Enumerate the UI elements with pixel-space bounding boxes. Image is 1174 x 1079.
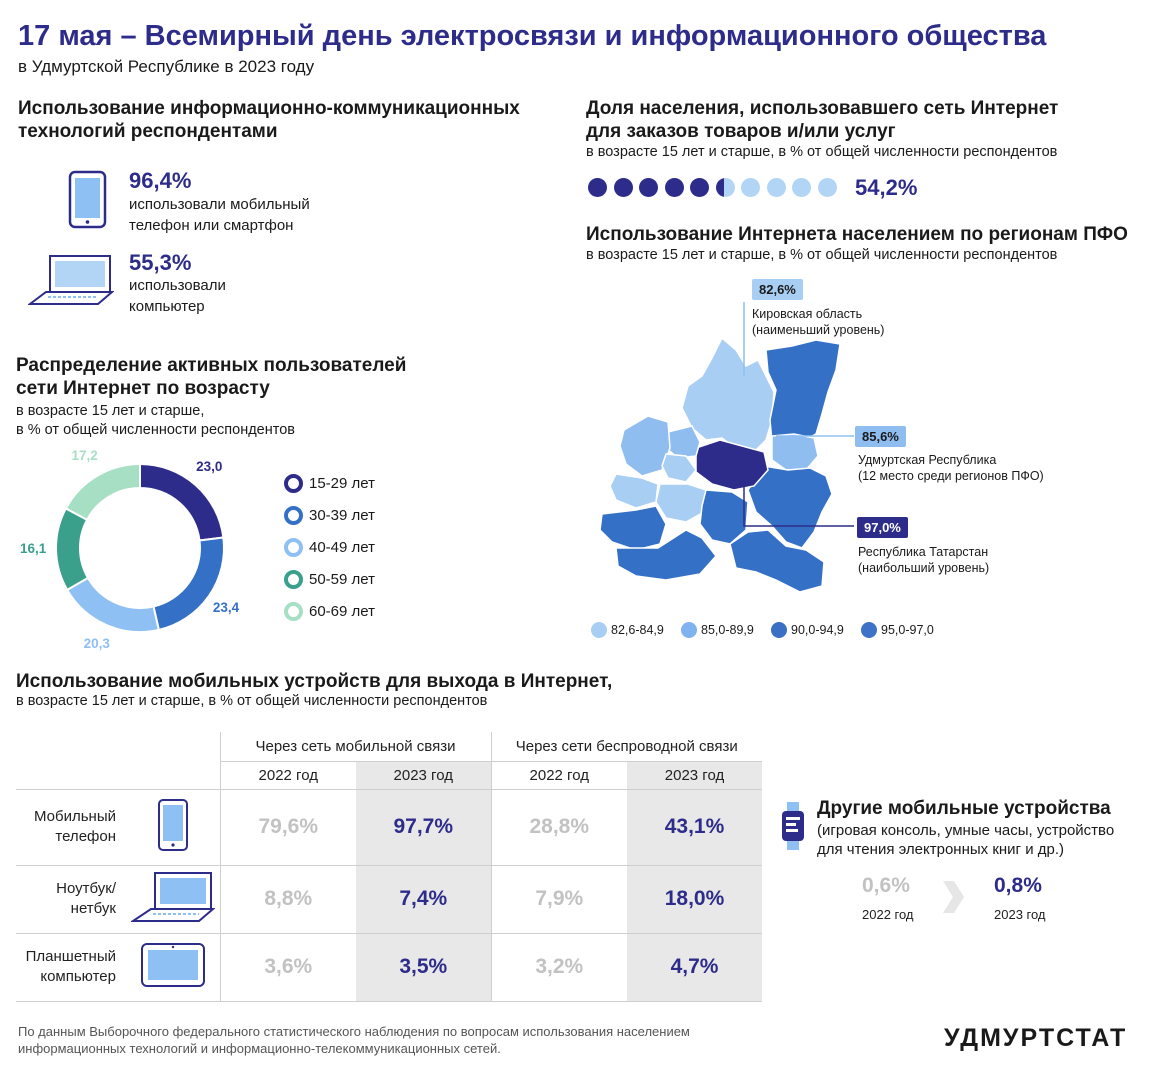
cell-value: 28,8% xyxy=(491,789,627,865)
map-callout-kirov-label: Кировская область (наименьший уровень) xyxy=(752,307,885,337)
ict-computer-value: 55,3% xyxy=(129,250,192,275)
map-region-perm xyxy=(766,340,840,444)
orders-dot xyxy=(639,178,658,197)
mobile-group1-header: Через сеть мобильной связи xyxy=(220,732,491,761)
other-old-year: 2022 год xyxy=(862,907,914,922)
map-legend-label-3: 90,0-94,9 xyxy=(791,623,844,637)
mobile-group2-header: Через сети беспроводной связи xyxy=(491,732,762,761)
donut-slice-2 xyxy=(153,537,224,629)
map-legend-label-2: 85,0-89,9 xyxy=(701,623,754,637)
map-region-orenburg xyxy=(730,530,824,592)
map-region-chuvashia xyxy=(662,454,696,482)
ict-computer-desc: использовали компьютер xyxy=(129,277,226,315)
page-subtitle: в Удмуртской Республике в 2023 году xyxy=(18,57,315,76)
map-callout-udmurtia-label: Удмуртская Республика (12 место среди регионов ПФО) xyxy=(858,453,1044,483)
legend-swatch xyxy=(284,538,303,557)
cell-value: 18,0% xyxy=(627,865,762,933)
orders-dot xyxy=(767,178,786,197)
mobile-note: в возрасте 15 лет и старше, в % от общей численности респондентов xyxy=(16,693,488,709)
chevron-right-icon xyxy=(940,879,966,915)
table-row xyxy=(16,933,762,1001)
other-heading: Другие мобильные устройства xyxy=(817,798,1111,819)
map-region-penza xyxy=(600,506,666,550)
cell-value: 7,4% xyxy=(356,865,491,933)
map-legend-dot-2 xyxy=(681,622,697,638)
map-legend-label-1: 82,6-84,9 xyxy=(611,623,664,637)
row-label-phone: Мобильный телефон xyxy=(16,789,126,865)
legend-swatch xyxy=(284,570,303,589)
age-note: в возрасте 15 лет и старше, в % от общей численности респондентов xyxy=(16,403,296,438)
orders-dot xyxy=(741,178,760,197)
logo: УДМУРТСТАТ xyxy=(944,1024,1128,1052)
mobile-year-header: 2022 год xyxy=(491,761,627,789)
orders-value: 54,2% xyxy=(855,175,918,200)
cell-value: 7,9% xyxy=(491,865,627,933)
footer-source: По данным Выборочного федерального статистического наблюдения по вопросам использования населением информационных технологий и информационно-телекоммуникационных сетей. xyxy=(18,1024,690,1056)
donut-value-label: 20,3 xyxy=(83,636,110,652)
age-legend xyxy=(284,474,424,634)
table-row xyxy=(16,865,762,933)
tablet-icon xyxy=(140,942,206,988)
cell-value: 8,8% xyxy=(220,865,356,933)
donut-value-label: 17,2 xyxy=(71,448,98,464)
donut-value-label: 16,1 xyxy=(20,540,47,556)
smartphone-icon xyxy=(68,170,108,230)
legend-label: 30-39 лет xyxy=(309,507,375,524)
legend-label: 40-49 лет xyxy=(309,539,375,556)
other-old-value: 0,6% xyxy=(862,874,910,897)
legend-swatch xyxy=(284,602,303,621)
orders-dot xyxy=(792,178,811,197)
map-region-ulyanovsk xyxy=(656,484,706,522)
map-legend-dot-3 xyxy=(771,622,787,638)
legend-label: 60-69 лет xyxy=(309,603,375,620)
age-donut-chart xyxy=(40,448,240,648)
cell-value: 3,5% xyxy=(356,933,491,1001)
map-region-mordovia xyxy=(610,474,658,508)
other-note: (игровая консоль, умные часы, устройство для чтения электронных книг и др.) xyxy=(817,822,1115,858)
orders-dot xyxy=(665,178,684,197)
orders-dot xyxy=(818,178,837,197)
donut-slice-5 xyxy=(66,464,140,520)
map-callout-tatarstan-label: Республика Татарстан (наибольший уровень) xyxy=(858,545,990,575)
other-new-year: 2023 год xyxy=(994,907,1046,922)
orders-dot xyxy=(716,178,735,197)
orders-dot xyxy=(588,178,607,197)
smartwatch-icon xyxy=(781,801,805,851)
map-legend-label-4: 95,0-97,0 xyxy=(881,623,934,637)
map-legend-dot-1 xyxy=(591,622,607,638)
smartphone-icon xyxy=(157,798,189,852)
cell-value: 3,6% xyxy=(220,933,356,1001)
donut-value-label: 23,0 xyxy=(196,459,223,475)
map-callout-tatarstan-value: 97,0% xyxy=(857,517,908,538)
other-new-value: 0,8% xyxy=(994,874,1042,897)
regions-note: в возрасте 15 лет и старше, в % от общей численности респондентов xyxy=(586,247,1058,263)
cell-value: 79,6% xyxy=(220,789,356,865)
regions-heading: Использование Интернета населением по регионам ПФО xyxy=(586,224,1128,245)
mobile-year-header: 2023 год xyxy=(627,761,762,789)
cell-value: 4,7% xyxy=(627,933,762,1001)
orders-dot xyxy=(614,178,633,197)
cell-value: 43,1% xyxy=(627,789,762,865)
mobile-heading: Использование мобильных устройств для выхода в Интернет, xyxy=(16,671,613,692)
mobile-year-header: 2023 год xyxy=(356,761,491,789)
donut-slice-4 xyxy=(56,508,88,589)
legend-label: 50-59 лет xyxy=(309,571,375,588)
ict-heading: Использование информационно-коммуникационных технологий респондентами xyxy=(18,98,520,142)
page-title: 17 мая – Всемирный день электросвязи и информационного общества xyxy=(18,20,1047,52)
donut-slice-3 xyxy=(67,578,159,632)
map-legend-dot-4 xyxy=(861,622,877,638)
row-label-tablet: Планшетный компьютер xyxy=(16,933,126,1001)
legend-swatch xyxy=(284,506,303,525)
laptop-icon xyxy=(28,254,114,306)
orders-note: в возрасте 15 лет и старше, в % от общей численности респондентов xyxy=(586,144,1058,160)
cell-value: 3,2% xyxy=(491,933,627,1001)
cell-value: 97,7% xyxy=(356,789,491,865)
mobile-table xyxy=(16,732,762,1002)
donut-value-label: 23,4 xyxy=(212,599,240,615)
row-label-laptop: Ноутбук/ нетбук xyxy=(16,865,126,933)
map-callout-udmurtia-value: 85,6% xyxy=(855,426,906,447)
legend-swatch xyxy=(284,474,303,493)
ict-smartphone-desc: использовали мобильный телефон или смартфон xyxy=(129,196,310,234)
age-heading: Распределение активных пользователей сети Интернет по возрасту xyxy=(16,355,407,399)
orders-dot-scale xyxy=(588,178,838,198)
laptop-icon xyxy=(131,871,215,923)
donut-slice-1 xyxy=(140,464,223,540)
mobile-year-header: 2022 год xyxy=(258,766,318,784)
legend-label: 15-29 лет xyxy=(309,475,375,492)
map-callout-kirov-value: 82,6% xyxy=(752,279,803,300)
ict-smartphone-value: 96,4% xyxy=(129,168,192,193)
orders-dot xyxy=(690,178,709,197)
orders-heading: Доля населения, использовавшего сеть Интернет для заказов товаров и/или услуг xyxy=(586,98,1059,142)
table-row xyxy=(16,789,762,865)
map-region-mari xyxy=(666,426,700,458)
map-region-udmurtia xyxy=(772,434,818,470)
